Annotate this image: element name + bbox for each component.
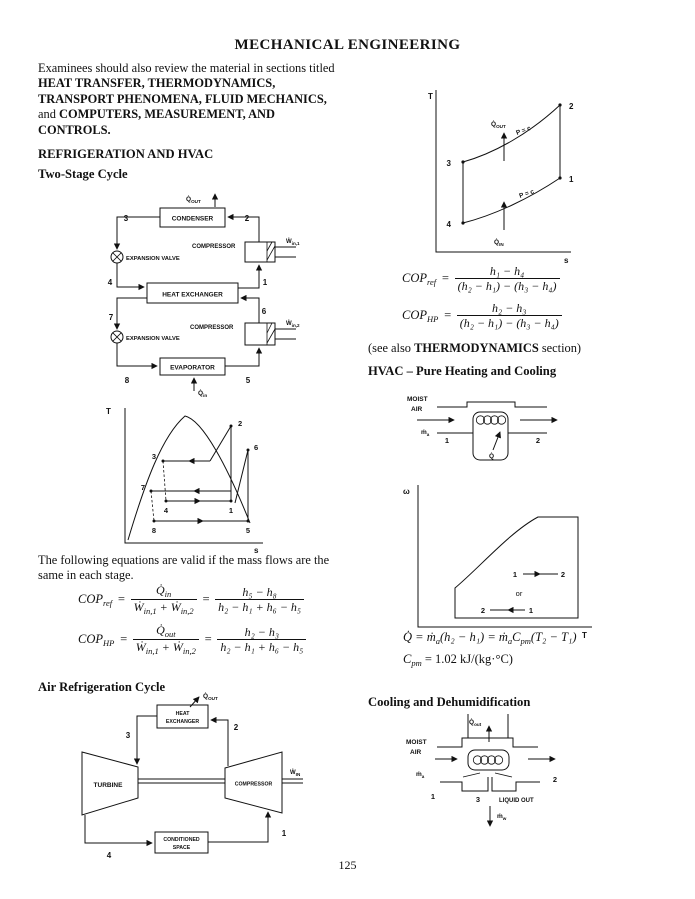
cop-ref-equation: $COP_{ref}$ = $\frac{\text{h₁ − h₄}}{\text{(h₂ − h₁) − (h₃ − h₄)}}$	[402, 264, 560, 294]
state-4: 4	[107, 278, 113, 287]
heating-duct-diagram	[390, 390, 680, 485]
intro-line-2: HEAT TRANSFER, THERMODYNAMICS,	[38, 76, 276, 91]
qdot-out-label: $Q̇_{OUT}$	[203, 693, 218, 701]
compressor-1-label: COMPRESSOR	[192, 244, 236, 250]
see-also-note: (see also THERMODYNAMICS section)	[368, 341, 582, 355]
intro-line-1: Examinees should also review the material in sections titled	[38, 61, 335, 75]
compressor-label: COMPRESSOR	[234, 781, 273, 788]
cop-hp-symbol: $COP_{HP}$	[402, 307, 439, 324]
two-stage-heading: Two-Stage Cycle	[38, 167, 128, 181]
mdot-a-label: ṁ$_a$	[416, 771, 425, 779]
state-2: 2	[233, 723, 239, 732]
process-2-end: 2	[480, 606, 486, 615]
state-3: 3	[475, 795, 481, 804]
cop-hp-symbol: $COP_{HP}$	[78, 631, 115, 648]
cop-hp-equation: $COP_{HP}$ = $\frac{\text{h₂ − h₃}}{\text{(h₂ − h₁) − (h₃ − h₄)}}$	[402, 301, 562, 331]
point-1: 1	[228, 506, 234, 515]
state-6: 6	[261, 307, 267, 316]
page-title: MECHANICAL ENGINEERING	[234, 37, 461, 53]
point-8: 8	[151, 526, 157, 535]
intro-paragraph	[38, 61, 378, 138]
point-7: 7	[140, 483, 145, 492]
or-label: or	[515, 589, 523, 598]
page-number: 125	[338, 858, 357, 872]
expansion-valve-2-label: EXPANSION VALVE	[126, 336, 180, 342]
state-2: 2	[244, 214, 250, 223]
point-3: 3	[446, 159, 451, 168]
evaporator-label: EVAPORATOR	[170, 364, 215, 372]
mass-flow-note: The following equations are valid if the mass flows are the same in each stage.	[38, 553, 330, 583]
state-5: 5	[245, 376, 251, 385]
cpm-equation: $C_{pm} = 1.02$ kJ/(kg·°C)	[403, 652, 513, 668]
w-in1-label: Ẇ$_{in,1}$	[286, 239, 300, 246]
omega-axis-label: ω	[403, 487, 410, 496]
point-2: 2	[238, 419, 243, 428]
conditioned-space-label-2: SPACE	[172, 845, 191, 851]
turbine-label: TURBINE	[93, 782, 123, 789]
state-3: 3	[123, 214, 129, 223]
state-8: 8	[124, 376, 130, 385]
qdot-out-label: $Q̇_{out}$	[469, 719, 482, 727]
heat-exchanger-label: HEAT EXCHANGER	[162, 291, 223, 299]
t-axis-label: T	[428, 92, 433, 101]
cop-ref-symbol: $COP_{ref}$	[402, 270, 437, 287]
point-3: 3	[151, 452, 156, 461]
point-2: 2	[569, 102, 574, 111]
moist-label: MOIST	[406, 739, 427, 746]
state-7: 7	[108, 313, 114, 322]
cooling-heading: Cooling and Dehumidification	[368, 695, 531, 709]
compressor-2-label: COMPRESSOR	[190, 325, 234, 331]
mdot-a-label: ṁ$_a$	[421, 429, 430, 437]
cop-ref-two-stage-equation: $COP_{ref}$ = $\frac{Q̇_{in}}{Ẇ_{in,1} + Ẇ_{in,2}}$ = $\frac{\text{h₅ − h₈}}{\text{h₂ − h₁ + h₆ − h₅}}$	[78, 583, 304, 616]
w-in2-label: Ẇ$_{in,2}$	[286, 321, 300, 328]
air-label: AIR	[410, 749, 422, 756]
dehumidification-diagram	[395, 714, 685, 864]
point-6: 6	[254, 443, 259, 452]
two-stage-ts-chart	[100, 398, 280, 556]
air-label: AIR	[411, 406, 423, 413]
point-5: 5	[245, 526, 251, 535]
t-axis-label: T	[106, 407, 111, 416]
moist-label: MOIST	[407, 396, 428, 403]
p-const-upper: P = c	[515, 124, 532, 137]
point-4: 4	[163, 506, 169, 515]
condenser-label: CONDENSER	[171, 215, 214, 223]
state-1: 1	[281, 829, 287, 838]
two-stage-cycle-diagram	[68, 188, 368, 413]
conditioned-space-label-1: CONDITIONED	[163, 837, 200, 843]
heat-exchanger-label-1: HEAT	[175, 711, 190, 717]
intro-line-3: TRANSPORT PHENOMENA, FLUID MECHANICS,	[38, 91, 327, 106]
process-1-end: 2	[560, 570, 566, 579]
hvac-heading: HVAC – Pure Heating and Cooling	[368, 364, 557, 378]
refrigeration-heading: REFRIGERATION AND HVAC	[38, 147, 214, 161]
ts-chart	[425, 85, 685, 270]
process-2-start: 1	[528, 606, 534, 615]
intro-line-4: and COMPUTERS, MEASUREMENT, AND	[38, 107, 275, 122]
point-1: 1	[569, 175, 574, 184]
air-cycle-heading: Air Refrigeration Cycle	[38, 680, 166, 694]
q-dot-equation: Q̇ = ṁ$_a$(h₂ − $h_1) = ṁ_aC_{pm}(T_2 - T_1)$	[403, 630, 577, 646]
cop-ref-symbol: $COP_{ref}$	[78, 591, 113, 608]
s-axis-label: s	[564, 256, 569, 265]
process-1-start: 1	[512, 570, 518, 579]
qdot-out-label: $Q̇_{OUT}$	[186, 196, 201, 204]
heat-exchanger-label-2: EXCHANGER	[165, 719, 200, 725]
state-1: 1	[262, 278, 268, 287]
qdot-in-label: $Q̇_{IN}$	[494, 239, 504, 247]
qdot-label: Q̇	[489, 453, 495, 460]
state-2: 2	[535, 436, 541, 445]
cop-hp-two-stage-equation: $COP_{HP}$ = $\frac{Q̇_{out}}{Ẇ_{in,1} + Ẇ_{in,2}}$ = $\frac{\text{h₂ − h₃}}{\text{h₂ − h₁ + h₆ − h₅}}$	[78, 623, 306, 656]
mdot-w-label: ṁ$_w$	[497, 813, 507, 821]
state-1: 1	[430, 792, 436, 801]
p-const-lower: P = c	[518, 188, 536, 200]
w-in-label: Ẇ$_{IN}$	[290, 770, 301, 777]
state-2: 2	[552, 775, 558, 784]
air-refrigeration-diagram	[40, 688, 370, 868]
point-4: 4	[446, 220, 451, 229]
state-1: 1	[444, 436, 450, 445]
s-axis-label: s	[254, 546, 259, 555]
state-3: 3	[125, 731, 131, 740]
liquid-out-label: LIQUID OUT	[499, 798, 534, 804]
t-axis-label: T	[582, 631, 587, 640]
qdot-out-label: $Q̇_{OUT}$	[491, 121, 506, 129]
expansion-valve-1-label: EXPANSION VALVE	[126, 256, 180, 262]
state-4: 4	[106, 851, 112, 860]
intro-line-5: CONTROLS.	[38, 122, 111, 137]
qdot-in-label: $Q̇_{in}$	[198, 390, 208, 398]
